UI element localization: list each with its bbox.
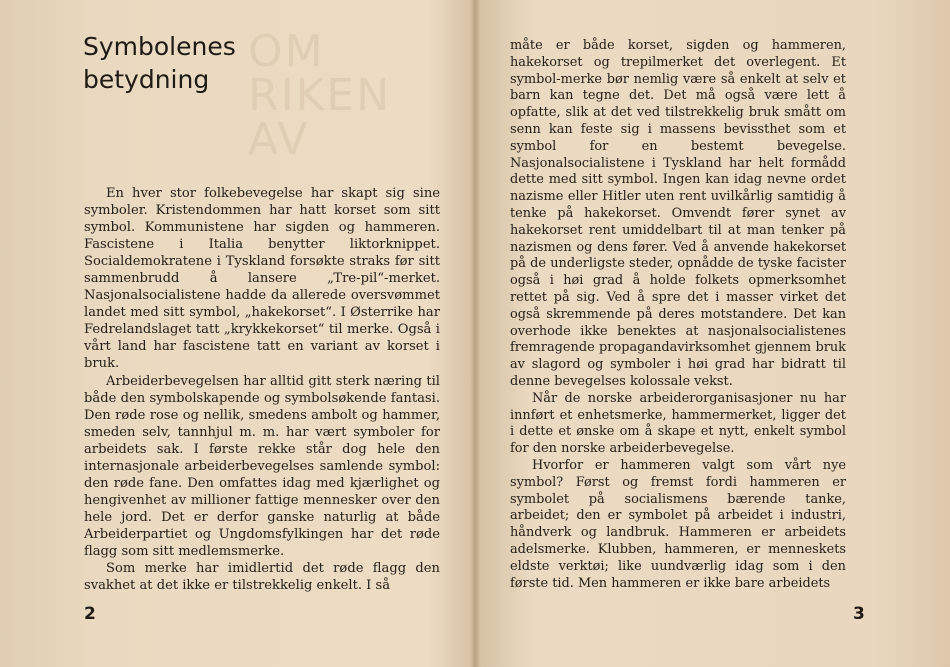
right-page <box>478 0 950 667</box>
paragraph: En hver stor folkebevegelse har skapt sig sine symboler. Kristendommen har hatt korset som sitt symbol. Kommunistene har sigden og hammeren. Fascistene i Italia benytter liktorknippet. Socialdemokratene i Tyskland forsøkte straks før sitt sammenbrudd å lansere „Tre-pil“-merket. Nasjonalsocialistene hadde da allerede oversvømmet landet med sitt symbol, „hakekorset“. I Østerrike har Fedrelandslaget tatt „krykkekorset“ til merke. Også i vårt land har fascistene tatt en variant av korset i bruk. <box>84 186 440 372</box>
title-line-1: Symbolenes <box>83 32 236 61</box>
page-title <box>83 30 236 96</box>
paragraph: Arbeiderbevegelsen har alltid gitt sterk næring til både den symbolskapende og symbolsøkende fantasi. Den røde rose og nellik, smedens ambolt og hammer, smeden selv, tannhjul m. m. har vært symboler for arbeidets sak. I første rekke står dog hele den internasjonale arbeiderbevegelses samlende symbol: den røde fane. Den omfattes idag med kjærlighet og hengivenhet av millioner fattige mennesker over den hele jord. Det er derfor ganske naturlig at både Arbeiderpartiet og Ungdomsfylkingen har det røde flagg som sitt medlemsmerke. <box>84 373 440 559</box>
title-line-2: betydning <box>83 65 210 94</box>
paragraph: Hvorfor er hammeren valgt som vårt nye symbol? Først og fremst fordi hammeren er symbolet på socialismens bærende tanke, arbeidet; den er symbolet på arbeidet i industri, håndverk og landbruk. Hammeren er arbeidets adelsmerke. Klubben, hammeren, er menneskets eldste verktøi; like uundværlig idag som i den første tid. Men hammeren er ikke bare arbeidets <box>510 457 846 591</box>
show-through-text: OM RIKEN AV <box>248 26 392 165</box>
left-page <box>0 0 472 667</box>
right-page-body <box>510 38 846 592</box>
page-number: 3 <box>853 604 865 624</box>
paragraph: måte er både korset, sigden og hammeren, hakekorset og trepilmerket det overlegent. Et symbol-merke bør nemlig være så enkelt at selv et barn kan tegne det. Det må også være lett å opfatte, slik at det ved tilstrekkelig bruk smått om senn kan feste sig i massens bevissthet som et symbol for en bestemt bevegelse. Nasjonalsocialistene i Tyskland har helt formådd dette med sitt symbol. Ingen kan idag nevne ordet nazisme eller Hitler uten rent uvilkårlig samtidig å tenke på hakekorset. Omvendt fører synet av hakekorset rent umiddelbart til at man tenker på nazismen og dens fører. Ved å anvende hakekorset på de underligste steder, opnådde de tyske facister også i høi grad å holde folkets opmerksomhet rettet på sig. Ved å spre det i masser virket det også skremmende på deres motstandere. Det kan overhode ikke benektes at nasjonalsocialistenes fremragende propagandavirksomhet gjennem bruk av slagord og symboler i høi grad har bidratt til denne bevegelses kolossale vekst. <box>510 38 846 389</box>
paragraph: Når de norske arbeiderorganisasjoner nu har innført et enhetsmerke, hammermerket, ligger det i dette et ønske om å skape et nytt, enkelt symbol for den norske arbeiderbevegelse. <box>510 390 846 457</box>
paragraph: Som merke har imidlertid det røde flagg den svakhet at det ikke er tilstrekkelig enkelt. I så <box>84 561 440 594</box>
left-page-body <box>84 185 440 594</box>
page-number: 2 <box>84 604 96 624</box>
